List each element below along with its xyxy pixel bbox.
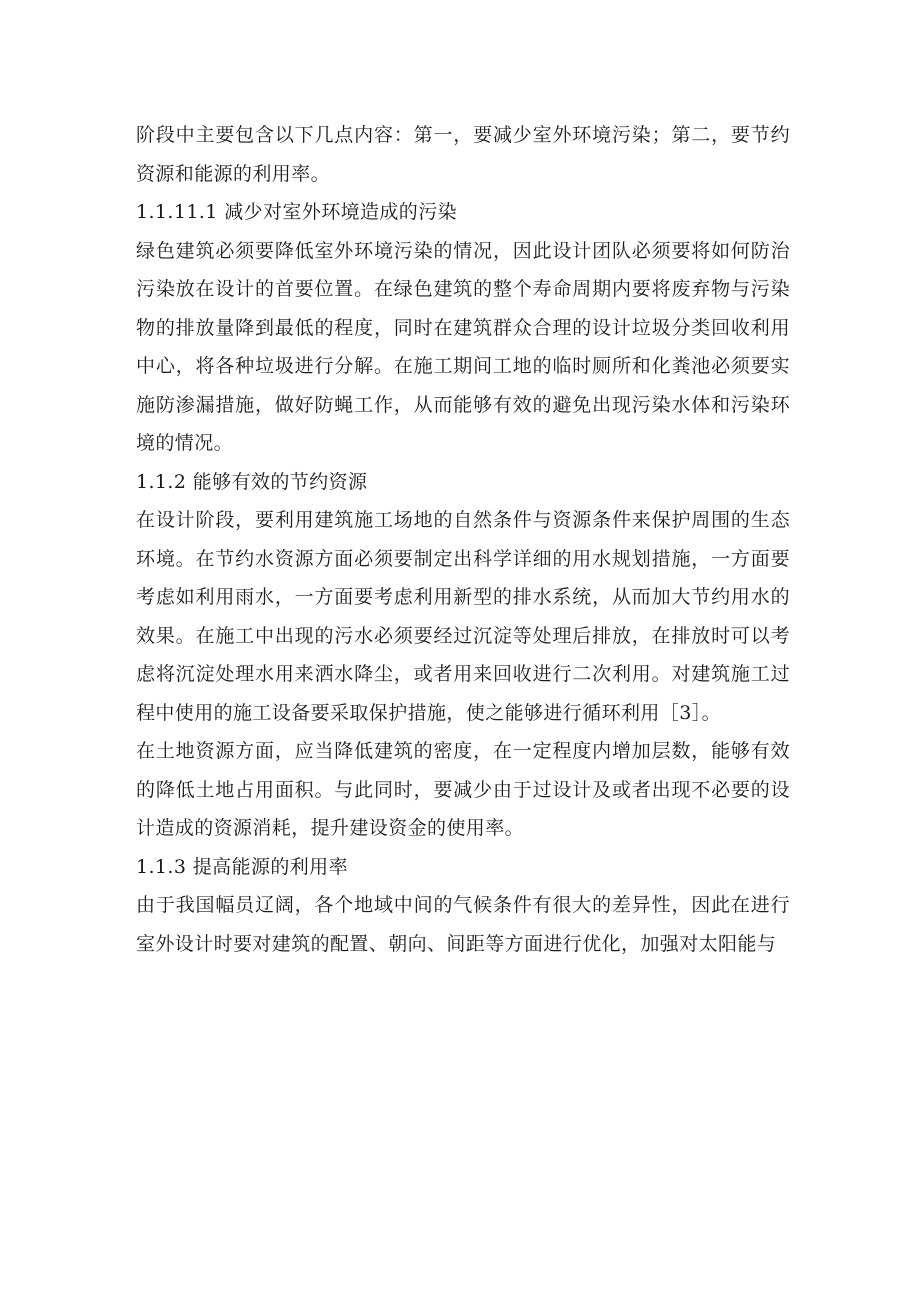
paragraph-intro: 阶段中主要包含以下几点内容：第一，要减少室外环境污染；第二，要节约资源和能源的利用率。 — [136, 124, 790, 185]
section-heading-1-1-11-1: 1.1.11.1 减少对室外环境造成的污染 — [136, 201, 458, 223]
document-page — [136, 116, 790, 963]
paragraph-land-resources: 在土地资源方面，应当降低建筑的密度，在一定程度内增加层数，能够有效的降低土地占用面积。与此同时，要减少由于过设计及或者出现不必要的设计造成的资源消耗，提升建设资金的使用率。 — [136, 740, 790, 839]
paragraph-water-resources: 在设计阶段，要利用建筑施工场地的自然条件与资源条件来保护周围的生态环境。在节约水资源方面必须要制定出科学详细的用水规划措施，一方面要考虑如利用雨水，一方面要考虑利用新型的排水系统，从而加大节约用水的效果。在施工中出现的污水必须要经过沉淀等处理后排放，在排放时可以考虑将沉淀处理水用来洒水降尘，或者用来回收进行二次利用。对建筑施工过程中使用的施工设备要采取保护措施，使之能够进行循环利用［3］。 — [136, 509, 790, 724]
section-heading-1-1-2: 1.1.2 能够有效的节约资源 — [136, 470, 368, 493]
paragraph-energy: 由于我国幅员辽阔，各个地域中间的气候条件有很大的差异性，因此在进行室外设计时要对建筑的配置、朝向、间距等方面进行优化，加强对太阳能与 — [136, 894, 790, 955]
section-heading-1-1-3: 1.1.3 提高能源的利用率 — [136, 855, 348, 878]
paragraph-pollution: 绿色建筑必须要降低室外环境污染的情况，因此设计团队必须要将如何防治污染放在设计的首要位置。在绿色建筑的整个寿命周期内要将废弃物与污染物的排放量降到最低的程度，同时在建筑群众合理的设计垃圾分类回收利用中心，将各种垃圾进行分解。在施工期间工地的临时厕所和化粪池必须要实施防渗漏措施，做好防蝇工作，从而能够有效的避免出现污染水体和污染环境的情况。 — [136, 239, 790, 454]
